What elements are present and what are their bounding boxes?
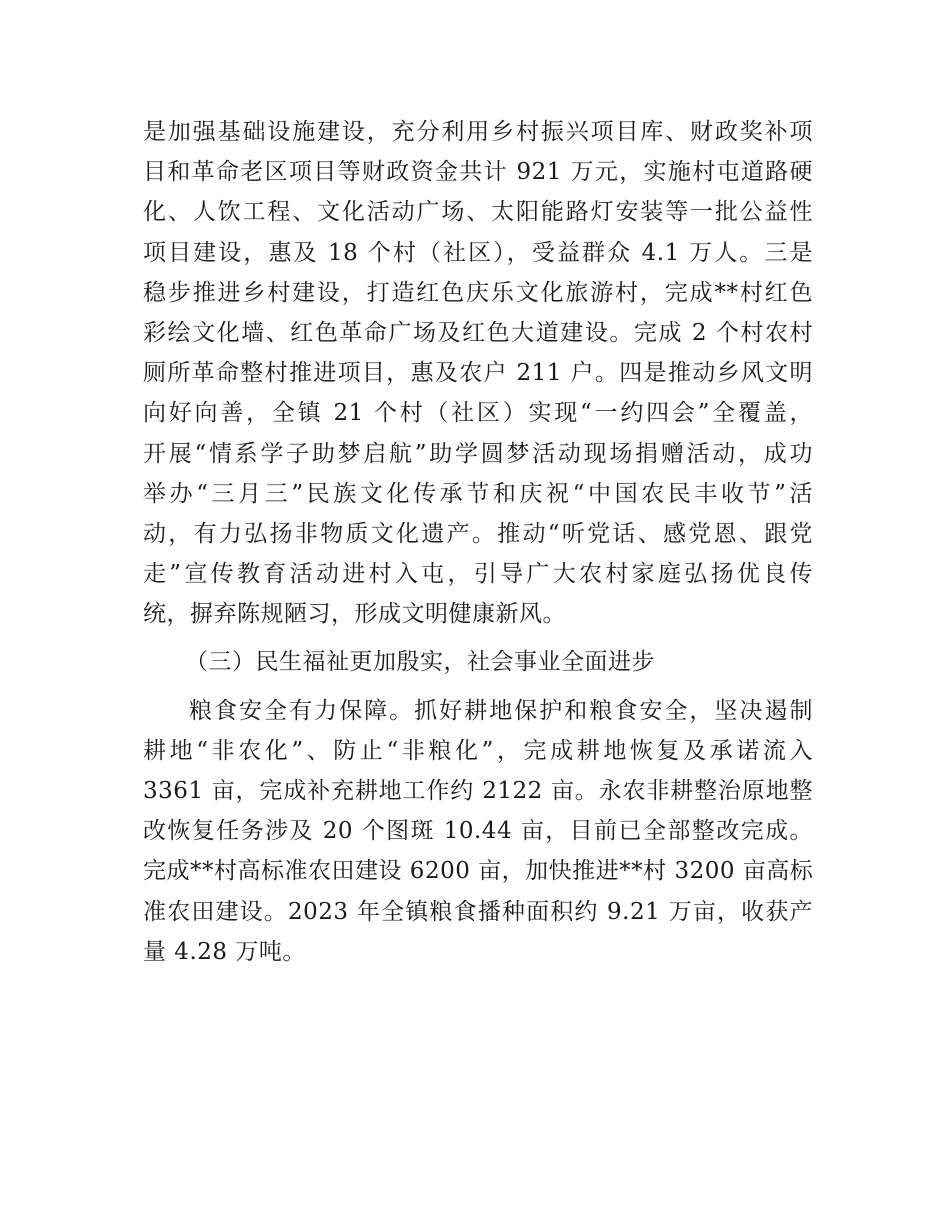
text-line: 统，摒弃陈规陋习，形成文明健康新风。 [143,601,566,628]
spacer [143,634,813,642]
text-line: 举办“三月三”民族文化传承节和庆祝“中国农民丰收节”活 [143,480,813,507]
text-line: 改恢复任务涉及 20 个图斑 10.44 亩，目前已全部整改完成。 [143,818,813,845]
text-line: 厕所革命整村推进项目，惠及农户 211 户。四是推动乡风文明 [143,360,813,387]
text-line: 项目建设，惠及 18 个村（社区），受益群众 4.1 万人。三是 [143,239,813,266]
text-line: 量 4.28 万吨。 [143,938,306,965]
document-page [143,112,813,972]
text-line: 3361 亩，完成补充耕地工作约 2122 亩。永农非耕整治原地整 [143,778,813,804]
section-heading: （三）民生福祉更加殷实，社会事业全面进步 [185,649,655,676]
text-line: 粮食安全有力保障。抓好耕地保护和粮食安全，坚决遏制 [189,697,813,724]
text-line: 是加强基础设施建设，充分利用乡村振兴项目库、财政奖补项 [143,119,813,145]
text-line: 化、人饮工程、文化活动广场、太阳能路灯安装等一批公益性 [143,199,813,226]
text-line: 动，有力弘扬非物质文化遗产。推动“听党话、感党恩、跟党 [143,520,813,547]
spacer [143,683,813,691]
text-line: 耕地“非农化”、防止“非粮化”，完成耕地恢复及承诺流入 [143,737,813,764]
text-line: 稳步推进乡村建设，打造红色庆乐文化旅游村，完成**村红色 [143,279,813,306]
text-line: 目和革命老区项目等财政资金共计 921 万元，实施村屯道路硬 [143,159,813,186]
paragraph-food-security [143,691,813,972]
text-line: 开展“情系学子助梦启航”助学圆梦活动现场捐赠活动，成功 [143,440,813,467]
text-line: 走”宣传教育活动进村入屯，引导广大农村家庭弘扬优良传 [143,561,813,588]
text-line: 向好向善，全镇 21 个村（社区）实现“一约四会”全覆盖， [143,400,813,427]
text-line: 彩绘文化墙、红色革命广场及红色大道建设。完成 2 个村农村 [143,319,813,346]
text-line: 准农田建设。2023 年全镇粮食播种面积约 9.21 万亩，收获产 [143,898,813,925]
text-line: 完成**村高标准农田建设 6200 亩，加快推进**村 3200 亩高标 [143,858,814,885]
paragraph-infrastructure [143,112,813,634]
